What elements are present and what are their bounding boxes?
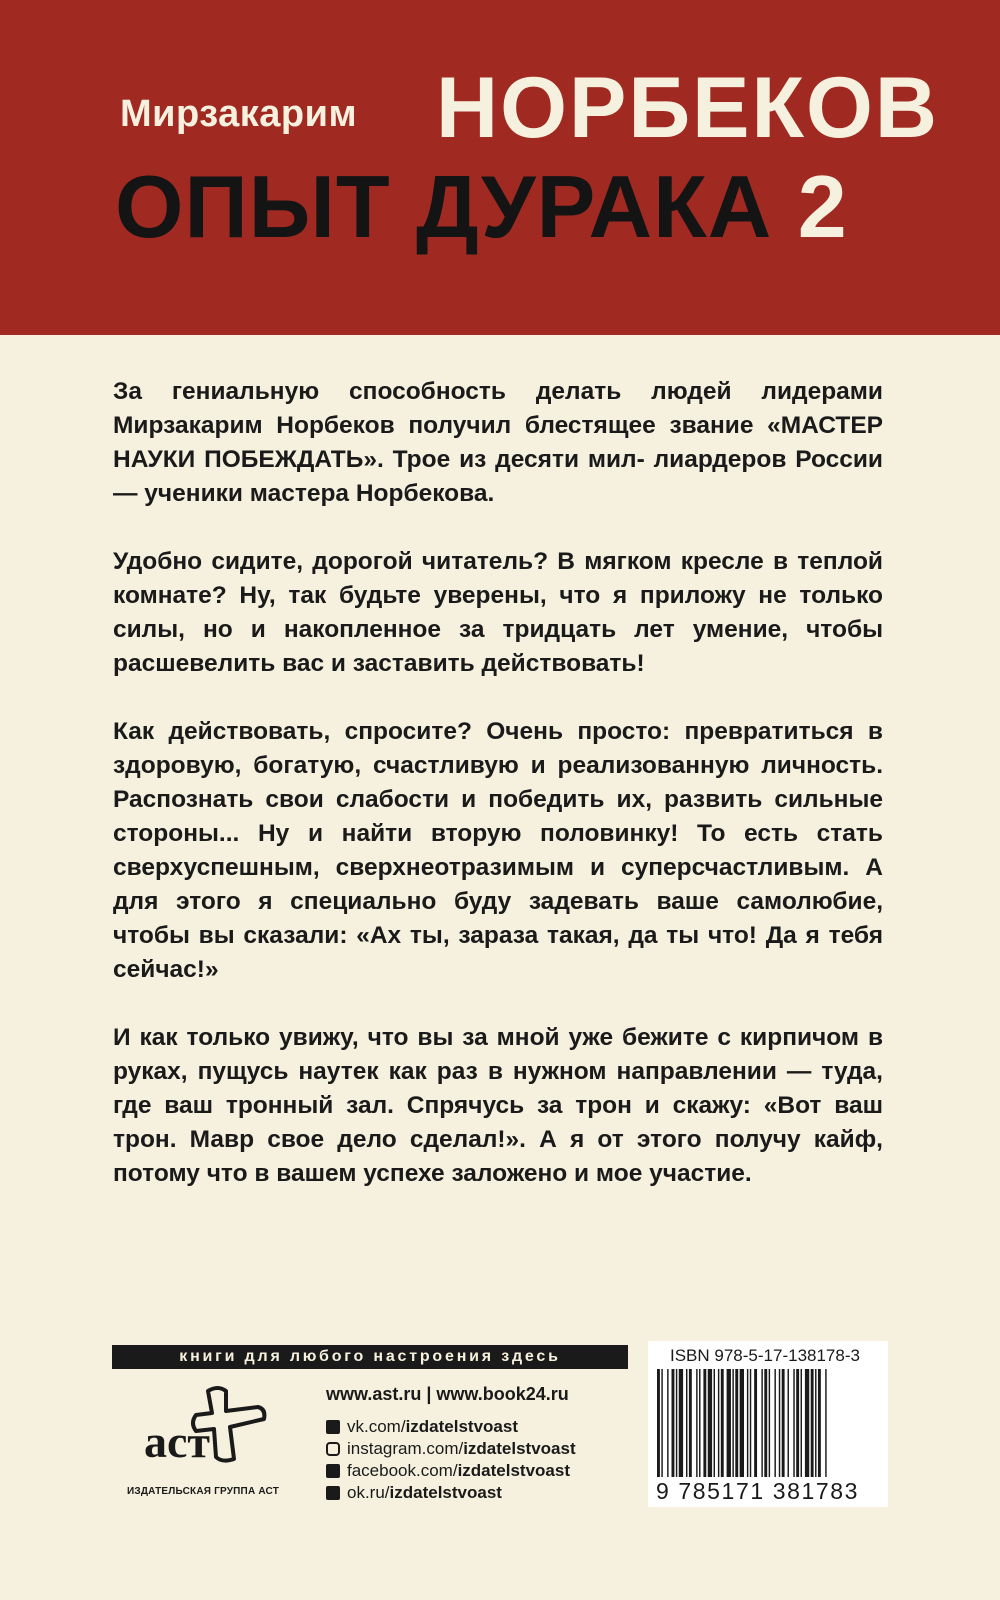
barcode-bar xyxy=(689,1369,692,1477)
barcode-bar xyxy=(661,1369,662,1477)
barcode-bar xyxy=(657,1369,660,1477)
barcode-bar xyxy=(718,1369,719,1477)
book-title-number: 2 xyxy=(797,157,848,256)
barcode-bar xyxy=(679,1369,683,1477)
instagram-icon xyxy=(326,1442,340,1456)
barcode-bar xyxy=(811,1369,814,1477)
publisher-slogan: книги для любого настроения здесь xyxy=(112,1345,628,1369)
barcode-bar xyxy=(788,1369,789,1477)
social-handle: izdatelstvoast xyxy=(463,1439,576,1458)
isbn-label: ISBN 978-5-17-138178-3 xyxy=(670,1346,860,1365)
social-prefix: instagram.com/ xyxy=(347,1439,464,1458)
barcode-bar xyxy=(782,1369,785,1477)
book-title xyxy=(115,157,848,256)
barcode-bar xyxy=(747,1369,748,1477)
barcode-bar xyxy=(754,1369,757,1477)
barcode-bar xyxy=(750,1369,751,1477)
social-link-vk xyxy=(326,1416,576,1438)
facebook-icon xyxy=(326,1464,340,1478)
social-handle: izdatelstvoast xyxy=(457,1461,570,1480)
barcode-bar xyxy=(769,1369,770,1477)
barcode-digits: 9 785171 381783 xyxy=(656,1478,860,1504)
barcode-bar xyxy=(793,1369,794,1477)
social-handle: izdatelstvoast xyxy=(389,1483,502,1502)
barcode xyxy=(655,1369,881,1477)
barcode-bar xyxy=(779,1369,780,1477)
blurb xyxy=(113,375,883,1225)
barcode-bar xyxy=(714,1369,715,1477)
book-title-text: ОПЫТ ДУРАКА xyxy=(115,157,773,256)
barcode-bar xyxy=(686,1369,687,1477)
barcode-bar xyxy=(761,1369,762,1477)
barcode-bar xyxy=(667,1369,668,1477)
barcode-bar xyxy=(672,1369,675,1477)
publisher-websites: www.ast.ru | www.book24.ru xyxy=(326,1384,569,1404)
author-last-name: НОРБЕКОВ xyxy=(436,60,940,156)
social-link-facebook xyxy=(326,1460,576,1482)
barcode-bar xyxy=(815,1369,816,1477)
blurb-paragraph: За гениальную способность делать людей лидерами Мирзакарим Норбеков получил блестящее звание «МАСТЕР НАУКИ ПОБЕЖДАТЬ». Трое из десяти мил- лиардеров России — ученики мастера Норбекова. xyxy=(113,378,883,507)
ok-icon xyxy=(326,1486,340,1500)
author-first-name: Мирзакарим xyxy=(120,93,358,135)
barcode-bar xyxy=(796,1369,799,1477)
barcode-bar xyxy=(676,1369,677,1477)
barcode-bar xyxy=(774,1369,775,1477)
social-prefix: vk.com/ xyxy=(347,1417,406,1436)
social-prefix: facebook.com/ xyxy=(347,1461,458,1480)
barcode-bar xyxy=(805,1369,809,1477)
barcode-bar xyxy=(825,1369,826,1477)
social-prefix: ok.ru/ xyxy=(347,1483,390,1502)
blurb-paragraph: Как действовать, спросите? Очень просто: превратиться в здоровую, богатую, счастливую и реализованную личность. Распознать свои слабости и победить их, развить сильные стороны... Ну и найти вторую половинку! То есть стать сверхуспешным, сверхнеотразимым и суперсчастливым. А для этого я специально буду задевать ваше самолюбие, чтобы вы сказали: «Ах ты, зараза такая, да ты что! Да я тебя сейчас!» xyxy=(113,718,883,983)
barcode-bar xyxy=(818,1369,821,1477)
vk-icon xyxy=(326,1420,340,1434)
ast-logo-text: аст xyxy=(144,1416,211,1463)
barcode-bar xyxy=(764,1369,767,1477)
social-links xyxy=(326,1416,576,1504)
barcode-bar xyxy=(727,1369,731,1477)
blurb-paragraph: И как только увижу, что вы за мной уже бежите с кирпичом в руках, пущусь наутек как раз в нужном направлении — туда, где ваш тронный зал. Спрячусь за трон и скажу: «Вот ваш трон. Мавр свое дело сделал!». А я от этого получу кайф, потому что в вашем успехе заложено и мое участие. xyxy=(113,1024,883,1187)
barcode-bar xyxy=(696,1369,697,1477)
social-handle: izdatelstvoast xyxy=(405,1417,518,1436)
barcode-bar xyxy=(735,1369,738,1477)
barcode-bar xyxy=(732,1369,733,1477)
blurb-paragraph: Удобно сидите, дорогой читатель? В мягком кресле в теплой комнате? Ну, так будьте уверены, что я приложу не только силы, но и накопленное за тридцать лет умение, чтобы расшевелить вас и заставить действовать! xyxy=(113,548,883,677)
social-link-instagram xyxy=(326,1438,576,1460)
ast-logo xyxy=(130,1383,300,1463)
barcode-bar xyxy=(703,1369,706,1477)
barcode-bar xyxy=(708,1369,712,1477)
barcode-bar xyxy=(721,1369,724,1477)
barcode-bar xyxy=(801,1369,802,1477)
publisher-caption: ИЗДАТЕЛЬСКАЯ ГРУППА АСТ xyxy=(127,1486,280,1497)
social-link-ok xyxy=(326,1482,576,1504)
barcode-bar xyxy=(699,1369,700,1477)
header-band xyxy=(0,0,1000,335)
barcode-bar xyxy=(740,1369,744,1477)
